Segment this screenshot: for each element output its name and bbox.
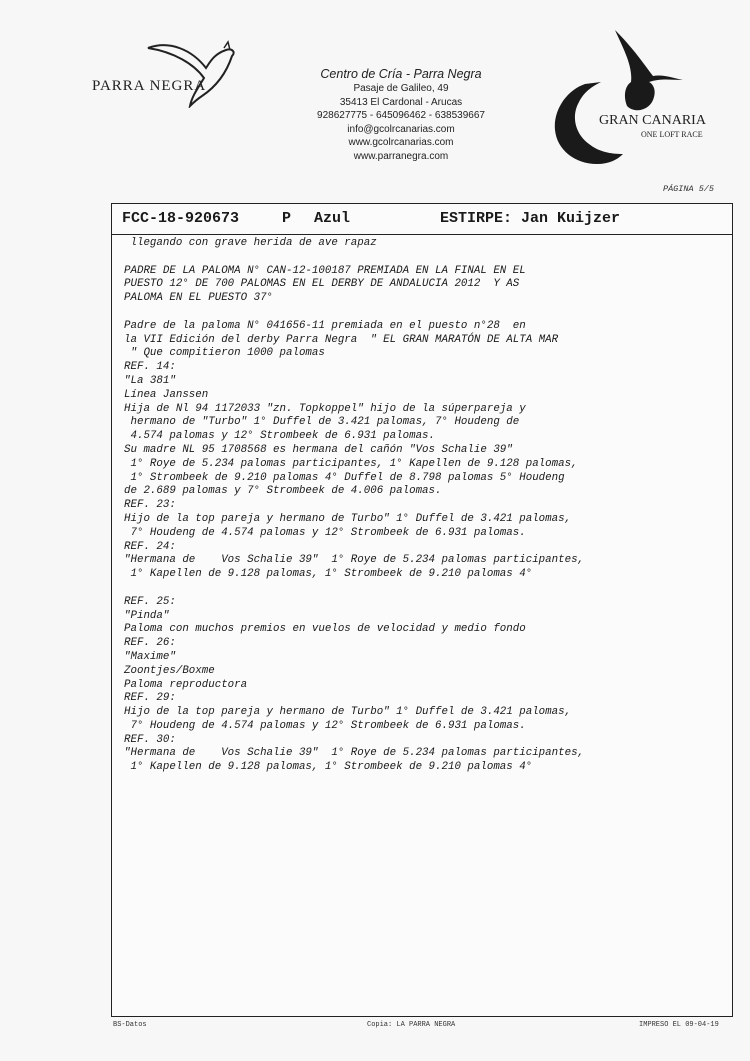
note-line: PUESTO 12° DE 700 PALOMAS EN EL DERBY DE ANDALUCIA 2012 Y AS	[124, 278, 520, 291]
footer-source: BS-Datos	[113, 1021, 147, 1029]
phone-line: 928627775 - 645096462 - 638539667	[317, 110, 485, 122]
note-line: REF. 30:	[124, 733, 176, 746]
website-line: www.gcolrcanarias.com	[348, 137, 454, 149]
address-line: 35413 El Cardonal - Arucas	[339, 96, 463, 108]
note-line	[124, 306, 724, 320]
note-line: 1° Strombeek de 9.210 palomas 4° Duffel de 8.798 palomas 5° Houdeng	[124, 471, 565, 484]
note-line: Hijo de la top pareja y hermano de Turbo" 1° Duffel de 3.421 palomas,	[124, 512, 572, 525]
note-line: " Que compitieron 1000 palomas	[124, 347, 325, 360]
page-number: PÁGINA 5/5	[662, 184, 714, 194]
address-line: Pasaje de Galileo, 49	[353, 83, 449, 94]
note-line: Línea Janssen	[124, 388, 209, 401]
bird-logo-icon	[140, 38, 240, 108]
note-line: Padre de la paloma N° 041656-11 premiada en el puesto n°28 en	[124, 319, 526, 332]
note-line: PADRE DE LA PALOMA N° CAN-12-100187 PREMIADA EN LA FINAL EN EL	[124, 264, 526, 277]
gran-canaria-logo	[545, 26, 715, 171]
organization-name: Centro de Cría - Parra Negra	[320, 67, 482, 81]
note-line: REF. 25:	[124, 595, 176, 608]
note-line: 1° Kapellen de 9.128 palomas, 1° Strombeek de 9.210 palomas 4°	[124, 761, 533, 774]
note-line: Paloma reproductora	[124, 678, 248, 691]
note-line: hermano de "Turbo" 1° Duffel de 3.421 palomas, 7° Houdeng de	[124, 416, 520, 429]
center-contact-block	[296, 66, 506, 164]
note-line: REF. 23:	[124, 499, 176, 512]
note-line: Hija de Nl 94 1172033 "zn. Topkoppel" hijo de la súperpareja y	[124, 402, 526, 415]
email-line: info@gcolrcanarias.com	[347, 123, 455, 135]
record-notes	[124, 237, 724, 775]
ring-number: FCC-18-920673	[122, 210, 240, 227]
note-line	[124, 251, 724, 265]
website-line: www.parranegra.com	[353, 150, 449, 162]
note-line: 1° Roye de 5.234 palomas participantes, 1° Kapellen de 9.128 palomas,	[124, 457, 578, 470]
note-line: Su madre NL 95 1708568 es hermana del cañón "Vos Schalie 39"	[124, 443, 513, 456]
footer-printed-date: IMPRESO EL 09-04-19	[639, 1021, 719, 1029]
note-line: REF. 24:	[124, 540, 176, 553]
note-line: Hijo de la top pareja y hermano de Turbo" 1° Duffel de 3.421 palomas,	[124, 706, 572, 719]
note-line: Paloma con muchos premios en vuelos de velocidad y medio fondo	[124, 623, 526, 636]
note-line: 7° Houdeng de 4.574 palomas y 12° Strombeek de 6.931 palomas.	[124, 526, 526, 539]
note-line	[124, 582, 724, 596]
note-line: REF. 29:	[124, 692, 176, 705]
note-line: Zoontjes/Boxme	[124, 664, 215, 677]
left-logo-text: PARRA NEGRA	[92, 78, 207, 94]
note-line: llegando con grave herida de ave rapaz	[124, 237, 377, 249]
one-loft-race-label: ONE LOFT RACE	[641, 130, 703, 139]
letterhead	[0, 0, 750, 178]
sex-code: P	[282, 210, 292, 227]
note-line: "Pinda"	[124, 609, 170, 622]
note-line: REF. 26:	[124, 637, 176, 650]
note-line: 7° Houdeng de 4.574 palomas y 12° Strombeek de 6.931 palomas.	[124, 719, 526, 732]
note-line: la VII Edición del derby Parra Negra " EL GRAN MARATÓN DE ALTA MAR	[124, 333, 559, 346]
note-line: 4.574 palomas y 12° Strombeek de 6.931 palomas.	[124, 430, 436, 443]
note-line: REF. 14:	[124, 361, 176, 374]
note-line: "Maxime"	[124, 650, 176, 663]
strain-label: ESTIRPE: Jan Kuijzer	[440, 210, 621, 227]
color-label: Azul	[314, 210, 351, 227]
note-line: de 2.689 palomas y 7° Strombeek de 4.006 palomas.	[124, 485, 442, 498]
parra-negra-logo	[88, 38, 248, 108]
record-title-row	[112, 204, 732, 235]
note-line: "Hermana de Vos Schalie 39" 1° Roye de 5.234 palomas participantes,	[124, 747, 585, 760]
note-line: PALOMA EN EL PUESTO 37°	[124, 292, 274, 305]
note-line: "Hermana de Vos Schalie 39" 1° Roye de 5.234 palomas participantes,	[124, 554, 585, 567]
footer-copy: Copia: LA PARRA NEGRA	[367, 1021, 456, 1029]
gran-canaria-name: GRAN CANARIA	[599, 113, 706, 128]
gran-canaria-bird-logo-icon	[545, 26, 715, 171]
note-line: 1° Kapellen de 9.128 palomas, 1° Strombeek de 9.210 palomas 4°	[124, 568, 533, 581]
pedigree-record-frame	[111, 203, 733, 1017]
note-line: "La 381"	[124, 374, 176, 387]
